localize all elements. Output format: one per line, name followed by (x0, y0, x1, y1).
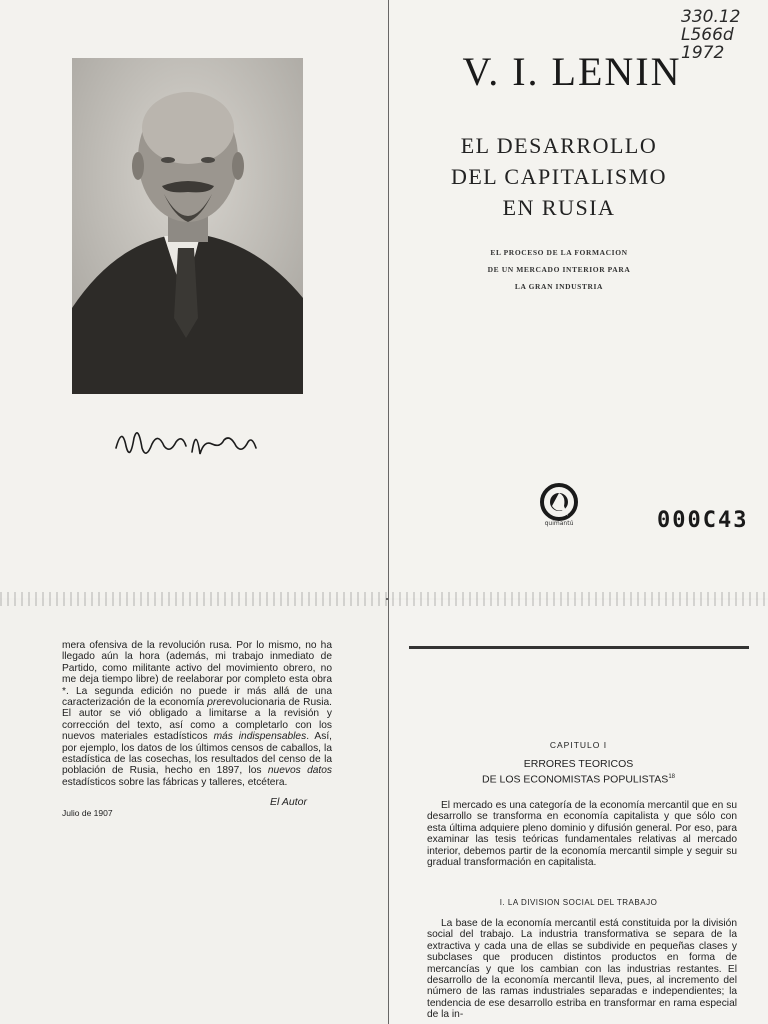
chapter-title (389, 758, 768, 787)
page-fold-horizontal (0, 592, 768, 606)
chapter-title-line-2 (389, 771, 768, 787)
author-signature (112, 418, 262, 468)
chapter-rule (409, 646, 749, 649)
preface-date: Julio de 1907 (62, 808, 113, 818)
title-line: EN RUSIA (502, 195, 616, 220)
subtitle-line: DE UN MERCADO INTERIOR PARA (487, 265, 631, 274)
call-number-line: 1972 (681, 43, 725, 63)
preface-segment: . Así, por ejemplo, los datos de los últimos censos de caballos, la estadística de las cosechas, los resultados del censo de la población de Rusia, hecho en 1897, los (62, 731, 332, 777)
title-page (389, 0, 768, 598)
call-number-line: 330.12 (681, 7, 741, 27)
book-subtitle (389, 244, 729, 295)
chapter-paragraph: La base de la economía mercantil está constituida por la división social del trabajo. La industria transformativa se separa de la extractiva y cada una de ellas se subdivide en pequeñas clases y subclases que producen distintos productos en forma de mercancías y que los cambian con las industrias restantes. El desarrollo de la economía mercantil lleva, pues, al incremento del número de las ramas industriales separadas e independientes; la tendencia de ese desarrollo estriba en transformar en rama especial de la in- (427, 918, 737, 1021)
subtitle-line: LA GRAN INDUSTRIA (514, 282, 604, 291)
preface-italic: pre (207, 697, 222, 709)
publisher-name: quimantú (544, 520, 574, 527)
author-portrait (72, 58, 303, 394)
chapter-page (389, 600, 768, 1024)
preface-text (62, 640, 332, 788)
preface-segment: revolucionaria de Rusia. El autor se vió obligado a limitarse a la revisión y corrección del texto, así como a completarlo con los nuevos materiales estadísticos (62, 697, 333, 743)
chapter-title-line: DE LOS ECONOMISTAS POPULISTAS (481, 773, 669, 786)
chapter-label: CAPITULO I (549, 740, 608, 750)
title-line: EL DESARROLLO (460, 133, 658, 158)
preface-signoff: El Autor (270, 796, 307, 808)
chapter-paragraph: El mercado es una categoría de la economía mercantil que en su desarrollo se transforma en economía capitalista y que sólo con esta última adquiere pleno dominio y difusión general. Por eso, para examinar las tesis teóricas fundamentales relativas al mercado interior, debemos partir de la economía mercantil simple y seguir su gradual transformación en capitalista. (427, 800, 737, 869)
author-name: V. I. LENIN (462, 49, 682, 94)
preface-segment: mera ofensiva de la revolución rusa. Por lo mismo, no ha llegado aún la hora (además, mi trabajo inmediato de Partido, como militante activo del movimiento obrero, no me deja tiempo libre) de reelaborar por completo esta obra *. La segunda edición no puede ir más allá de una caracterización de la economía (62, 640, 332, 709)
call-number-line: L566d (681, 25, 734, 45)
subtitle-line: EL PROCESO DE LA FORMACION (490, 248, 628, 257)
chapter-title-line: ERRORES TEORICOS (523, 758, 634, 770)
book-title (389, 130, 729, 223)
frontispiece-page (0, 0, 388, 598)
footnote-mark: 18 (668, 774, 675, 780)
title-line: DEL CAPITALISMO (450, 164, 668, 189)
preface-italic: nuevos datos (267, 765, 332, 777)
inventory-stamp: 000C43 (657, 508, 749, 533)
preface-page (0, 600, 388, 1024)
preface-segment: estadísticos sobre las fábricas y talleres, etcétera. (62, 776, 288, 788)
section-heading: I. LA DIVISION SOCIAL DEL TRABAJO (499, 898, 658, 907)
preface-italic: más indispensables (213, 731, 307, 743)
